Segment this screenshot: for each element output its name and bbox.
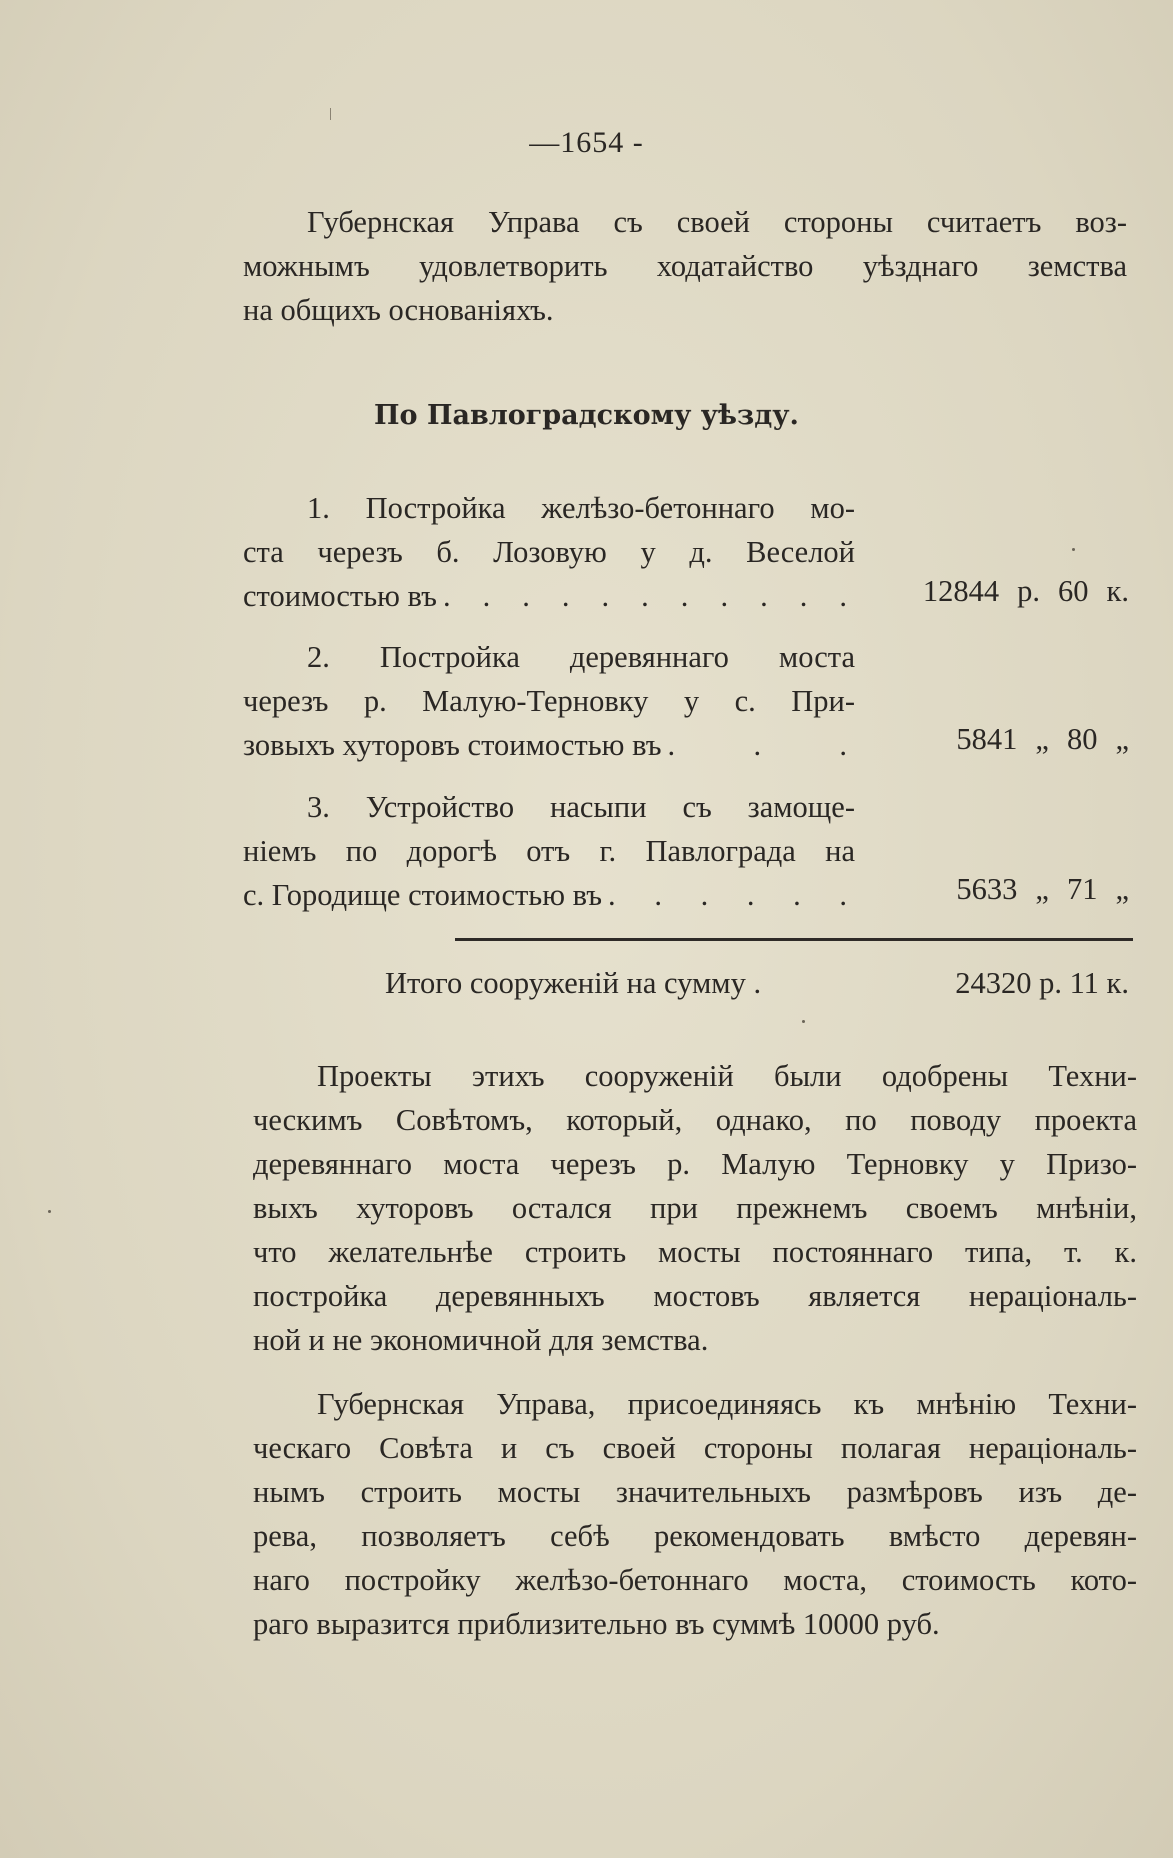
leader-text: с. Городище стоимостью въ (243, 878, 603, 912)
expense-item-2 (243, 635, 855, 767)
text-line: рева, позволяетъ себѣ рекомендовать вмѣсто деревян- (253, 1519, 1137, 1553)
text-line: нымъ строить мосты значительныхъ размѣровъ изъ де- (253, 1475, 1137, 1509)
text-line: на общихъ основаніяхъ. (243, 293, 554, 327)
text-line: наго постройку желѣзо-бетоннаго моста, стоимость кото- (253, 1563, 1137, 1597)
text-line: можнымъ удовлетворить ходатайство уѣзднаго земства (243, 249, 1127, 283)
text-line: Проекты этихъ сооруженій были одобрены Техни- (317, 1059, 1137, 1093)
total-line (385, 966, 1129, 1001)
leader-line (243, 574, 855, 618)
text-line: ческимъ Совѣтомъ, который, однако, по поводу проекта (253, 1103, 1137, 1137)
text-line: ніемъ по дорогѣ отъ г. Павлограда на (243, 834, 855, 868)
text-line: выхъ хуторовъ остался при прежнемъ своемъ мнѣніи, (253, 1191, 1137, 1225)
kop-mark: „ (1115, 872, 1129, 906)
scan-mark (330, 108, 331, 120)
text-line: постройка деревянныхъ мостовъ является нераціональ- (253, 1279, 1137, 1313)
text-line: ческаго Совѣта и съ своей стороны полагая нераціональ- (253, 1431, 1137, 1465)
intro-paragraph (243, 200, 1127, 332)
text-line: ста черезъ б. Лозовую у д. Веселой (243, 535, 855, 569)
leader-text: стоимостью въ (243, 579, 437, 613)
amount-kopecks: 71 (1066, 872, 1098, 906)
paragraph-recommendation (253, 1382, 1137, 1646)
text-line: что желательнѣе строить мосты постояннаго типа, т. к. (253, 1235, 1137, 1269)
expense-item-1 (243, 486, 855, 618)
kop-mark: „ (1115, 722, 1129, 756)
total-label: Итого сооруженій на сумму . (385, 966, 762, 1000)
item-amount-1 (889, 574, 1129, 609)
paragraph-technical-council (253, 1054, 1137, 1362)
total-value: 24320 р. 11 к. (955, 966, 1129, 1000)
kop-mark: к. (1106, 574, 1129, 608)
text-line: 3. Устройство насыпи съ замоще- (307, 790, 855, 824)
amount-rubles: 5841 (956, 722, 1018, 756)
expense-item-3 (243, 785, 855, 917)
section-heading: По Павлоградскому уѣзду. (374, 400, 799, 431)
text-line: Губернская Управа съ своей стороны считаетъ воз- (307, 205, 1127, 239)
text-line: черезъ р. Малую-Терновку у с. При- (243, 684, 855, 718)
text-line: 1. Постройка желѣзо-бетоннаго мо- (307, 491, 855, 525)
scan-mark (48, 1210, 51, 1213)
rub-mark: р. (1017, 574, 1041, 608)
leader-dots: . . . . . . . . . . . (442, 579, 855, 613)
amount-kopecks: 60 (1058, 574, 1089, 608)
amount-rubles: 5633 (956, 872, 1018, 906)
text-line: 2. Постройка деревяннаго моста (307, 640, 855, 674)
text-line: раго выразится приблизительно въ суммѣ 10000 руб. (253, 1607, 940, 1641)
text-line: Губернская Управа, присоединяясь къ мнѣнію Техни- (317, 1387, 1137, 1421)
text-line: деревяннаго моста черезъ р. Малую Терновку у Призо- (253, 1147, 1137, 1181)
leader-dots: . . . (667, 728, 855, 762)
total-rule (455, 938, 1133, 941)
item-amount-3 (889, 872, 1129, 907)
leader-line (243, 723, 855, 767)
item-amount-2 (889, 722, 1129, 757)
rub-mark: „ (1035, 872, 1049, 906)
amount-kopecks: 80 (1066, 722, 1098, 756)
leader-line (243, 873, 855, 917)
scan-mark (1072, 548, 1075, 551)
text-line: ной и не экономичной для земства. (253, 1323, 709, 1357)
page-number: —1654 - (529, 126, 644, 159)
leader-text: зовыхъ хуторовъ стоимостью въ (243, 728, 662, 762)
scan-mark (802, 1020, 805, 1023)
rub-mark: „ (1035, 722, 1049, 756)
leader-dots: . . . . . . (608, 878, 855, 912)
amount-rubles: 12844 (922, 574, 1000, 608)
